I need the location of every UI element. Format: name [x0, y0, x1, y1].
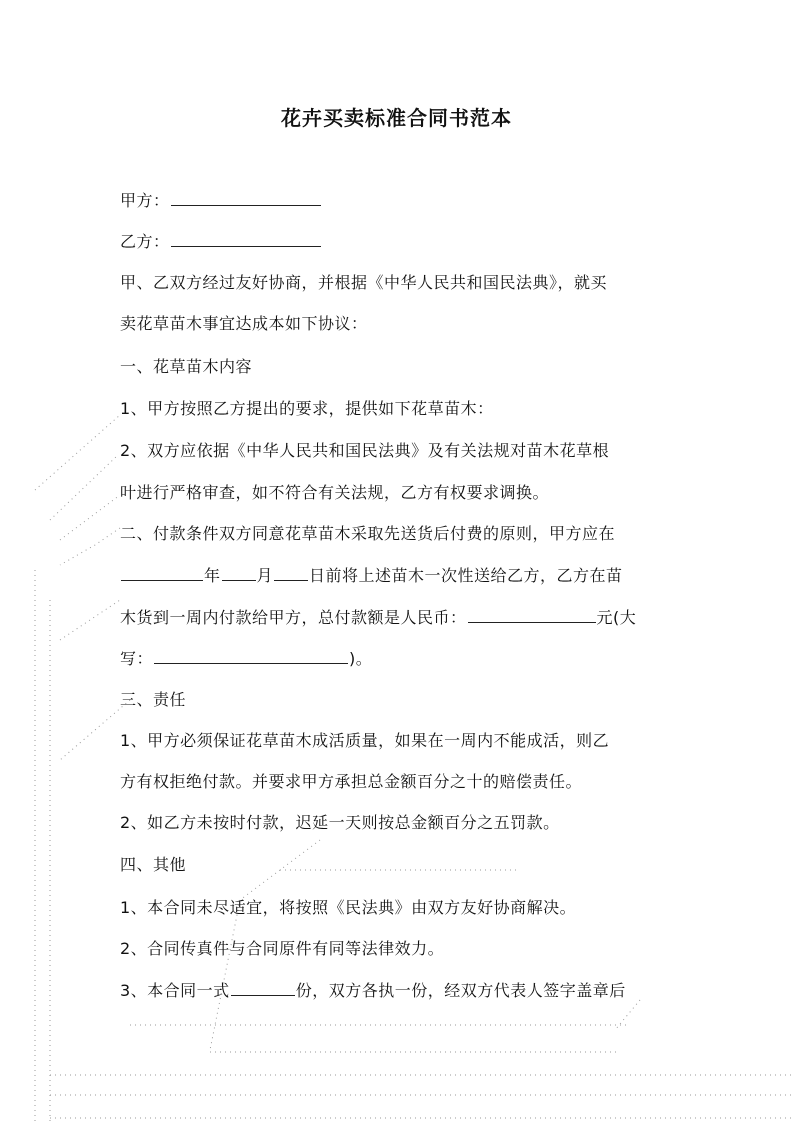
amount-unit-text: 元(大	[596, 608, 637, 627]
section-3-item-1-line-1: 1、甲方必须保证花草苗木成活质量，如果在一周内不能成活，则乙	[120, 731, 610, 750]
day-text: 日前将上述苗木一次性送给乙方，乙方在苗	[309, 566, 623, 585]
section-4-item-2: 2、合同传真件与合同原件有同等法律效力。	[120, 939, 445, 958]
section-3-heading: 三、责任	[120, 690, 187, 709]
intro-line-1: 甲、乙双方经过友好协商，并根据《中华人民共和国民法典》，就买	[120, 273, 608, 292]
amount-capital-blank[interactable]	[154, 649, 348, 664]
party-a-label: 甲方：	[120, 191, 170, 210]
party-a-blank[interactable]	[171, 191, 321, 206]
month-label: 月	[256, 566, 274, 585]
section-1-item-2-line-2: 叶进行严格审查，如不符合有关法规，乙方有权要求调换。	[120, 483, 550, 502]
amount-blank[interactable]	[468, 608, 596, 623]
payment-text: 木货到一周内付款给甲方，总付款额是人民币：	[120, 608, 467, 627]
section-3-item-1-line-2: 方有权拒绝付款。并要求甲方承担总金额百分之十的赔偿责任。	[120, 772, 583, 791]
section-4-heading: 四、其他	[120, 855, 187, 874]
party-b-line	[120, 232, 322, 252]
section-4-item-3	[120, 981, 626, 1001]
section-1-item-2-line-1: 2、双方应依据《中华人民共和国民法典》及有关法规对苗木花草根	[120, 441, 610, 460]
copies-blank[interactable]	[231, 981, 295, 996]
section-2-line-2	[120, 566, 623, 586]
section-4-item-1: 1、本合同未尽适宜，将按照《民法典》由双方友好协商解决。	[120, 898, 577, 917]
section-1-heading: 一、花草苗木内容	[120, 357, 253, 376]
party-b-label: 乙方：	[120, 232, 170, 251]
capital-label: 写：	[120, 649, 154, 668]
party-a-line	[120, 191, 322, 211]
month-blank[interactable]	[222, 566, 256, 581]
section-1-item-1: 1、甲方按照乙方提出的要求，提供如下花草苗木：	[120, 399, 494, 418]
document-title: 花卉买卖标准合同书范本	[281, 106, 512, 130]
year-blank[interactable]	[121, 566, 203, 581]
copies-rest: 份，双方各执一份，经双方代表人签字盖章后	[295, 981, 626, 1000]
section-2-line-4	[120, 649, 372, 669]
copies-text: 3、本合同一式	[120, 981, 230, 1000]
section-3-item-2: 2、如乙方未按时付款，迟延一天则按总金额百分之五罚款。	[120, 813, 560, 832]
section-2-line-1: 二、付款条件双方同意花草苗木采取先送货后付费的原则，甲方应在	[120, 524, 616, 543]
party-b-blank[interactable]	[171, 232, 321, 247]
day-blank[interactable]	[274, 566, 308, 581]
year-label: 年	[204, 566, 221, 585]
intro-line-2: 卖花草苗木事宜达成本如下协议：	[120, 314, 368, 333]
capital-end: )。	[349, 649, 373, 668]
section-2-line-3	[120, 608, 636, 628]
